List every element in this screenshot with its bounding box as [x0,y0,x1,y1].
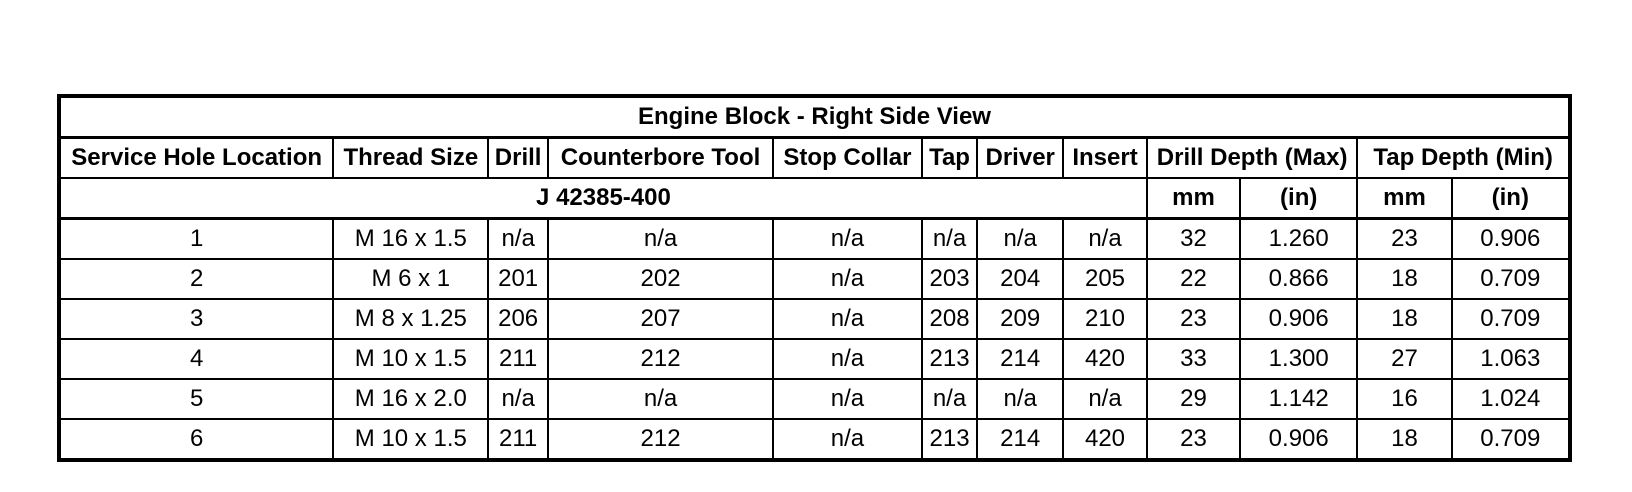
cell-insert: n/a [1063,219,1147,260]
cell-location: 6 [59,419,333,460]
cell-thread-size: M 10 x 1.5 [333,419,488,460]
cell-counterbore-tool: 212 [548,339,773,379]
cell-drill-depth-in: 0.906 [1240,419,1357,460]
cell-thread-size: M 16 x 2.0 [333,379,488,419]
cell-insert: 210 [1063,299,1147,339]
cell-tap-depth-mm: 27 [1357,339,1451,379]
cell-tap-depth-in: 0.709 [1452,259,1570,299]
cell-driver: 214 [977,339,1063,379]
table-row [59,259,1570,299]
cell-drill-depth-mm: 23 [1147,419,1240,460]
cell-driver: 214 [977,419,1063,460]
cell-counterbore-tool: n/a [548,219,773,260]
table-row [59,299,1570,339]
cell-driver: n/a [977,219,1063,260]
cell-driver: 204 [977,259,1063,299]
header-drill-depth-max: Drill Depth (Max) [1147,138,1357,179]
header-driver: Driver [977,138,1063,179]
unit-drill-mm: mm [1147,178,1240,219]
cell-drill-depth-mm: 23 [1147,299,1240,339]
header-row [59,138,1570,179]
kit-unit-row [59,178,1570,219]
cell-tap: 203 [922,259,977,299]
header-service-hole-location: Service Hole Location [59,138,333,179]
cell-tap-depth-mm: 16 [1357,379,1451,419]
cell-tap: 213 [922,339,977,379]
cell-tap-depth-in: 1.063 [1452,339,1570,379]
table-row [59,419,1570,460]
cell-tap-depth-in: 0.709 [1452,419,1570,460]
cell-drill: 211 [488,419,548,460]
cell-drill: n/a [488,219,548,260]
cell-drill-depth-mm: 32 [1147,219,1240,260]
cell-location: 4 [59,339,333,379]
cell-drill-depth-mm: 29 [1147,379,1240,419]
cell-tap: 213 [922,419,977,460]
table-row [59,379,1570,419]
table-title: Engine Block - Right Side View [59,96,1570,138]
table-body [59,219,1570,461]
cell-stop-collar: n/a [773,259,922,299]
table-row [59,219,1570,260]
cell-location: 1 [59,219,333,260]
kit-number: J 42385-400 [59,178,1147,219]
cell-tap-depth-in: 1.024 [1452,379,1570,419]
unit-drill-in: (in) [1240,178,1357,219]
cell-drill: n/a [488,379,548,419]
cell-tap: n/a [922,379,977,419]
cell-tap-depth-mm: 23 [1357,219,1451,260]
cell-tap: 208 [922,299,977,339]
cell-drill-depth-in: 1.300 [1240,339,1357,379]
unit-tap-mm: mm [1357,178,1451,219]
cell-counterbore-tool: n/a [548,379,773,419]
title-row [59,96,1570,138]
cell-insert: 205 [1063,259,1147,299]
cell-tap-depth-in: 0.906 [1452,219,1570,260]
table-row [59,339,1570,379]
cell-tap-depth-mm: 18 [1357,299,1451,339]
cell-tap-depth-mm: 18 [1357,259,1451,299]
cell-stop-collar: n/a [773,419,922,460]
header-tap: Tap [922,138,977,179]
cell-drill: 201 [488,259,548,299]
header-tap-depth-min: Tap Depth (Min) [1357,138,1570,179]
cell-drill-depth-in: 1.142 [1240,379,1357,419]
cell-drill-depth-mm: 33 [1147,339,1240,379]
header-drill: Drill [488,138,548,179]
cell-stop-collar: n/a [773,339,922,379]
cell-insert: n/a [1063,379,1147,419]
cell-driver: n/a [977,379,1063,419]
unit-tap-in: (in) [1452,178,1570,219]
header-counterbore-tool: Counterbore Tool [548,138,773,179]
cell-drill-depth-in: 0.866 [1240,259,1357,299]
header-insert: Insert [1063,138,1147,179]
cell-drill-depth-in: 0.906 [1240,299,1357,339]
cell-driver: 209 [977,299,1063,339]
cell-thread-size: M 8 x 1.25 [333,299,488,339]
engine-block-spec-table [57,94,1572,462]
cell-tap-depth-in: 0.709 [1452,299,1570,339]
cell-location: 5 [59,379,333,419]
cell-tap: n/a [922,219,977,260]
header-stop-collar: Stop Collar [773,138,922,179]
cell-location: 2 [59,259,333,299]
cell-thread-size: M 6 x 1 [333,259,488,299]
cell-stop-collar: n/a [773,219,922,260]
cell-counterbore-tool: 207 [548,299,773,339]
cell-thread-size: M 10 x 1.5 [333,339,488,379]
cell-location: 3 [59,299,333,339]
cell-drill-depth-in: 1.260 [1240,219,1357,260]
cell-stop-collar: n/a [773,299,922,339]
cell-drill-depth-mm: 22 [1147,259,1240,299]
cell-counterbore-tool: 212 [548,419,773,460]
cell-tap-depth-mm: 18 [1357,419,1451,460]
cell-drill: 206 [488,299,548,339]
header-thread-size: Thread Size [333,138,488,179]
cell-drill: 211 [488,339,548,379]
cell-counterbore-tool: 202 [548,259,773,299]
cell-insert: 420 [1063,339,1147,379]
cell-thread-size: M 16 x 1.5 [333,219,488,260]
cell-insert: 420 [1063,419,1147,460]
cell-stop-collar: n/a [773,379,922,419]
